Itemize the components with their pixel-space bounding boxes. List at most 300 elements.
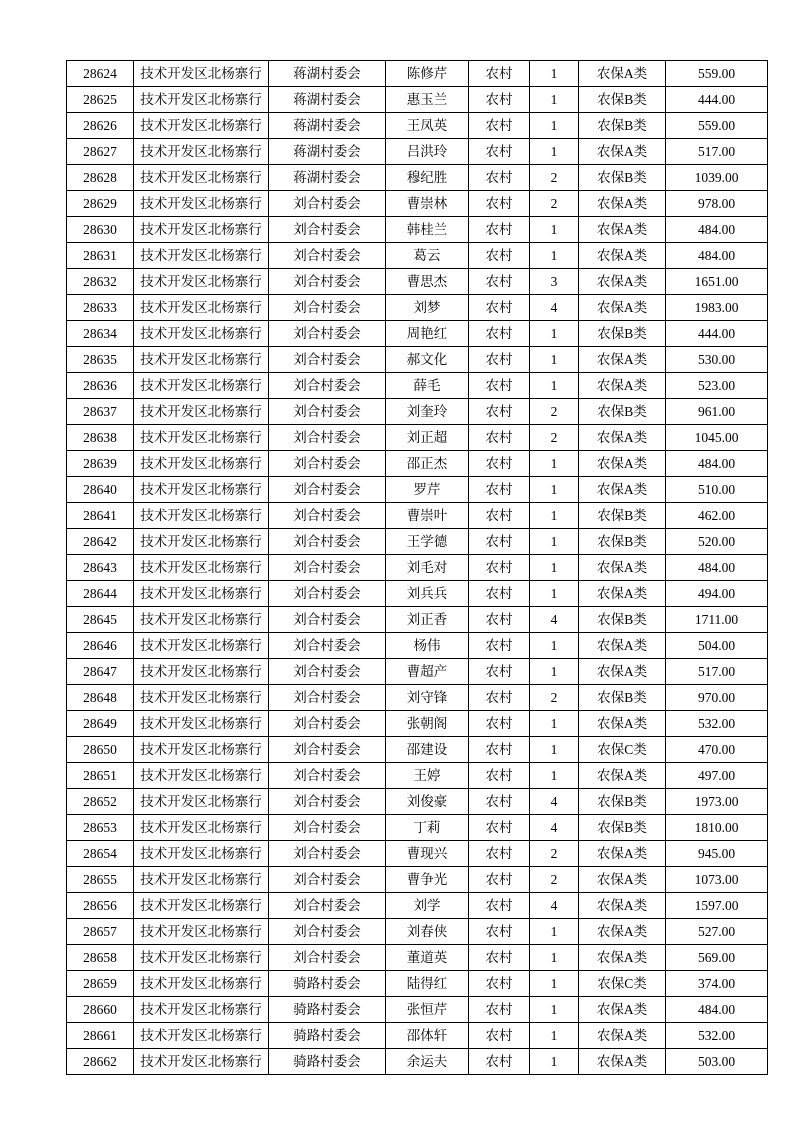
cell-org: 技术开发区北杨寨行 xyxy=(134,685,269,711)
cell-name: 罗芹 xyxy=(386,477,469,503)
cell-village: 骑路村委会 xyxy=(269,1049,386,1075)
cell-category: 农保A类 xyxy=(579,61,666,87)
cell-count: 1 xyxy=(530,113,579,139)
cell-count: 1 xyxy=(530,763,579,789)
cell-id: 28646 xyxy=(67,633,134,659)
cell-id: 28631 xyxy=(67,243,134,269)
cell-id: 28634 xyxy=(67,321,134,347)
cell-village: 刘合村委会 xyxy=(269,945,386,971)
cell-count: 1 xyxy=(530,945,579,971)
cell-amount: 444.00 xyxy=(666,87,768,113)
cell-name: 薛毛 xyxy=(386,373,469,399)
cell-count: 3 xyxy=(530,269,579,295)
cell-org: 技术开发区北杨寨行 xyxy=(134,217,269,243)
cell-id: 28630 xyxy=(67,217,134,243)
cell-type: 农村 xyxy=(469,685,530,711)
table-row xyxy=(67,347,768,373)
cell-type: 农村 xyxy=(469,815,530,841)
cell-type: 农村 xyxy=(469,997,530,1023)
cell-name: 穆纪胜 xyxy=(386,165,469,191)
cell-org: 技术开发区北杨寨行 xyxy=(134,451,269,477)
cell-org: 技术开发区北杨寨行 xyxy=(134,607,269,633)
cell-amount: 1073.00 xyxy=(666,867,768,893)
cell-amount: 569.00 xyxy=(666,945,768,971)
cell-type: 农村 xyxy=(469,477,530,503)
cell-org: 技术开发区北杨寨行 xyxy=(134,555,269,581)
cell-village: 蒋湖村委会 xyxy=(269,87,386,113)
cell-org: 技术开发区北杨寨行 xyxy=(134,399,269,425)
cell-id: 28636 xyxy=(67,373,134,399)
cell-name: 刘学 xyxy=(386,893,469,919)
cell-amount: 523.00 xyxy=(666,373,768,399)
cell-id: 28648 xyxy=(67,685,134,711)
cell-name: 张恒芹 xyxy=(386,997,469,1023)
cell-name: 葛云 xyxy=(386,243,469,269)
cell-amount: 517.00 xyxy=(666,139,768,165)
cell-id: 28629 xyxy=(67,191,134,217)
cell-org: 技术开发区北杨寨行 xyxy=(134,295,269,321)
cell-count: 2 xyxy=(530,685,579,711)
cell-amount: 517.00 xyxy=(666,659,768,685)
cell-org: 技术开发区北杨寨行 xyxy=(134,867,269,893)
cell-type: 农村 xyxy=(469,61,530,87)
cell-org: 技术开发区北杨寨行 xyxy=(134,971,269,997)
table-row xyxy=(67,763,768,789)
cell-amount: 484.00 xyxy=(666,555,768,581)
table-row xyxy=(67,451,768,477)
cell-village: 蒋湖村委会 xyxy=(269,139,386,165)
table-row xyxy=(67,243,768,269)
cell-count: 1 xyxy=(530,711,579,737)
cell-id: 28635 xyxy=(67,347,134,373)
cell-amount: 520.00 xyxy=(666,529,768,555)
cell-name: 周艳红 xyxy=(386,321,469,347)
cell-org: 技术开发区北杨寨行 xyxy=(134,633,269,659)
cell-type: 农村 xyxy=(469,87,530,113)
cell-org: 技术开发区北杨寨行 xyxy=(134,711,269,737)
table-row xyxy=(67,789,768,815)
cell-name: 曹崇叶 xyxy=(386,503,469,529)
cell-id: 28657 xyxy=(67,919,134,945)
cell-count: 1 xyxy=(530,321,579,347)
cell-category: 农保A类 xyxy=(579,763,666,789)
cell-type: 农村 xyxy=(469,139,530,165)
cell-id: 28632 xyxy=(67,269,134,295)
cell-name: 丁莉 xyxy=(386,815,469,841)
cell-village: 刘合村委会 xyxy=(269,217,386,243)
cell-name: 刘俊豪 xyxy=(386,789,469,815)
cell-village: 刘合村委会 xyxy=(269,503,386,529)
table-row xyxy=(67,581,768,607)
cell-category: 农保A类 xyxy=(579,893,666,919)
cell-id: 28624 xyxy=(67,61,134,87)
cell-name: 刘奎玲 xyxy=(386,399,469,425)
cell-type: 农村 xyxy=(469,893,530,919)
cell-amount: 970.00 xyxy=(666,685,768,711)
cell-amount: 503.00 xyxy=(666,1049,768,1075)
cell-count: 4 xyxy=(530,789,579,815)
cell-village: 刘合村委会 xyxy=(269,607,386,633)
cell-name: 刘正超 xyxy=(386,425,469,451)
cell-org: 技术开发区北杨寨行 xyxy=(134,737,269,763)
cell-amount: 978.00 xyxy=(666,191,768,217)
cell-village: 刘合村委会 xyxy=(269,737,386,763)
table-row xyxy=(67,997,768,1023)
cell-count: 2 xyxy=(530,867,579,893)
cell-amount: 1810.00 xyxy=(666,815,768,841)
cell-id: 28643 xyxy=(67,555,134,581)
cell-amount: 484.00 xyxy=(666,451,768,477)
cell-amount: 532.00 xyxy=(666,711,768,737)
cell-category: 农保A类 xyxy=(579,997,666,1023)
cell-org: 技术开发区北杨寨行 xyxy=(134,1049,269,1075)
cell-org: 技术开发区北杨寨行 xyxy=(134,165,269,191)
cell-village: 刘合村委会 xyxy=(269,451,386,477)
cell-village: 刘合村委会 xyxy=(269,295,386,321)
cell-village: 蒋湖村委会 xyxy=(269,165,386,191)
cell-count: 1 xyxy=(530,503,579,529)
table-row xyxy=(67,893,768,919)
cell-count: 4 xyxy=(530,815,579,841)
cell-name: 惠玉兰 xyxy=(386,87,469,113)
cell-village: 刘合村委会 xyxy=(269,555,386,581)
cell-name: 刘兵兵 xyxy=(386,581,469,607)
cell-category: 农保B类 xyxy=(579,607,666,633)
cell-amount: 1651.00 xyxy=(666,269,768,295)
cell-org: 技术开发区北杨寨行 xyxy=(134,659,269,685)
cell-name: 陈修芹 xyxy=(386,61,469,87)
cell-village: 刘合村委会 xyxy=(269,789,386,815)
cell-type: 农村 xyxy=(469,165,530,191)
cell-id: 28660 xyxy=(67,997,134,1023)
cell-name: 刘春侠 xyxy=(386,919,469,945)
cell-id: 28626 xyxy=(67,113,134,139)
cell-org: 技术开发区北杨寨行 xyxy=(134,191,269,217)
cell-id: 28644 xyxy=(67,581,134,607)
table-row xyxy=(67,607,768,633)
cell-type: 农村 xyxy=(469,529,530,555)
cell-org: 技术开发区北杨寨行 xyxy=(134,373,269,399)
cell-org: 技术开发区北杨寨行 xyxy=(134,815,269,841)
cell-count: 4 xyxy=(530,607,579,633)
cell-type: 农村 xyxy=(469,191,530,217)
table-row xyxy=(67,269,768,295)
cell-id: 28640 xyxy=(67,477,134,503)
cell-amount: 484.00 xyxy=(666,217,768,243)
cell-name: 王婷 xyxy=(386,763,469,789)
cell-count: 1 xyxy=(530,919,579,945)
cell-id: 28650 xyxy=(67,737,134,763)
cell-village: 刘合村委会 xyxy=(269,867,386,893)
cell-amount: 444.00 xyxy=(666,321,768,347)
cell-type: 农村 xyxy=(469,1023,530,1049)
cell-type: 农村 xyxy=(469,425,530,451)
cell-id: 28625 xyxy=(67,87,134,113)
cell-type: 农村 xyxy=(469,503,530,529)
cell-category: 农保B类 xyxy=(579,789,666,815)
cell-count: 1 xyxy=(530,347,579,373)
cell-count: 1 xyxy=(530,451,579,477)
cell-id: 28639 xyxy=(67,451,134,477)
cell-village: 蒋湖村委会 xyxy=(269,113,386,139)
cell-count: 1 xyxy=(530,971,579,997)
cell-village: 刘合村委会 xyxy=(269,633,386,659)
cell-id: 28627 xyxy=(67,139,134,165)
cell-count: 1 xyxy=(530,61,579,87)
cell-category: 农保B类 xyxy=(579,685,666,711)
cell-village: 刘合村委会 xyxy=(269,581,386,607)
cell-name: 王学德 xyxy=(386,529,469,555)
cell-village: 骑路村委会 xyxy=(269,971,386,997)
cell-village: 刘合村委会 xyxy=(269,373,386,399)
cell-name: 刘梦 xyxy=(386,295,469,321)
cell-name: 杨伟 xyxy=(386,633,469,659)
cell-name: 吕洪玲 xyxy=(386,139,469,165)
cell-category: 农保A类 xyxy=(579,347,666,373)
cell-amount: 559.00 xyxy=(666,61,768,87)
cell-type: 农村 xyxy=(469,399,530,425)
table-row xyxy=(67,113,768,139)
cell-type: 农村 xyxy=(469,763,530,789)
cell-org: 技术开发区北杨寨行 xyxy=(134,919,269,945)
cell-org: 技术开发区北杨寨行 xyxy=(134,61,269,87)
cell-village: 骑路村委会 xyxy=(269,1023,386,1049)
cell-name: 曹超产 xyxy=(386,659,469,685)
cell-category: 农保B类 xyxy=(579,87,666,113)
cell-amount: 497.00 xyxy=(666,763,768,789)
cell-village: 刘合村委会 xyxy=(269,711,386,737)
table-row xyxy=(67,685,768,711)
cell-village: 刘合村委会 xyxy=(269,477,386,503)
cell-type: 农村 xyxy=(469,737,530,763)
cell-category: 农保A类 xyxy=(579,711,666,737)
cell-category: 农保A类 xyxy=(579,867,666,893)
table-row xyxy=(67,217,768,243)
cell-org: 技术开发区北杨寨行 xyxy=(134,997,269,1023)
cell-amount: 1039.00 xyxy=(666,165,768,191)
cell-village: 刘合村委会 xyxy=(269,815,386,841)
cell-count: 2 xyxy=(530,165,579,191)
cell-name: 董道英 xyxy=(386,945,469,971)
cell-org: 技术开发区北杨寨行 xyxy=(134,347,269,373)
cell-type: 农村 xyxy=(469,347,530,373)
cell-village: 刘合村委会 xyxy=(269,763,386,789)
cell-type: 农村 xyxy=(469,373,530,399)
cell-org: 技术开发区北杨寨行 xyxy=(134,269,269,295)
cell-name: 余运夫 xyxy=(386,1049,469,1075)
table-row xyxy=(67,139,768,165)
table-row xyxy=(67,425,768,451)
cell-name: 张朝阁 xyxy=(386,711,469,737)
cell-type: 农村 xyxy=(469,841,530,867)
table-row xyxy=(67,373,768,399)
cell-id: 28633 xyxy=(67,295,134,321)
cell-name: 曹现兴 xyxy=(386,841,469,867)
cell-category: 农保A类 xyxy=(579,945,666,971)
cell-amount: 1045.00 xyxy=(666,425,768,451)
cell-count: 2 xyxy=(530,841,579,867)
cell-id: 28638 xyxy=(67,425,134,451)
cell-name: 邵体轩 xyxy=(386,1023,469,1049)
subsidy-table xyxy=(66,60,768,1075)
cell-category: 农保A类 xyxy=(579,841,666,867)
cell-id: 28628 xyxy=(67,165,134,191)
cell-amount: 484.00 xyxy=(666,997,768,1023)
table-row xyxy=(67,321,768,347)
cell-type: 农村 xyxy=(469,711,530,737)
cell-org: 技术开发区北杨寨行 xyxy=(134,321,269,347)
cell-id: 28641 xyxy=(67,503,134,529)
cell-village: 蒋湖村委会 xyxy=(269,61,386,87)
table-row xyxy=(67,165,768,191)
cell-org: 技术开发区北杨寨行 xyxy=(134,841,269,867)
cell-name: 曹思杰 xyxy=(386,269,469,295)
cell-count: 1 xyxy=(530,87,579,113)
cell-category: 农保A类 xyxy=(579,581,666,607)
cell-id: 28645 xyxy=(67,607,134,633)
cell-category: 农保C类 xyxy=(579,971,666,997)
cell-amount: 961.00 xyxy=(666,399,768,425)
cell-category: 农保B类 xyxy=(579,113,666,139)
table-row xyxy=(67,477,768,503)
cell-amount: 1597.00 xyxy=(666,893,768,919)
cell-category: 农保A类 xyxy=(579,425,666,451)
cell-name: 王凤英 xyxy=(386,113,469,139)
cell-amount: 374.00 xyxy=(666,971,768,997)
cell-name: 刘守锋 xyxy=(386,685,469,711)
table-row xyxy=(67,815,768,841)
cell-org: 技术开发区北杨寨行 xyxy=(134,529,269,555)
cell-id: 28658 xyxy=(67,945,134,971)
cell-village: 刘合村委会 xyxy=(269,399,386,425)
cell-name: 郝文化 xyxy=(386,347,469,373)
cell-org: 技术开发区北杨寨行 xyxy=(134,945,269,971)
cell-count: 1 xyxy=(530,373,579,399)
cell-type: 农村 xyxy=(469,581,530,607)
cell-type: 农村 xyxy=(469,607,530,633)
cell-count: 1 xyxy=(530,1049,579,1075)
cell-name: 邵正杰 xyxy=(386,451,469,477)
cell-org: 技术开发区北杨寨行 xyxy=(134,893,269,919)
cell-org: 技术开发区北杨寨行 xyxy=(134,789,269,815)
cell-org: 技术开发区北杨寨行 xyxy=(134,503,269,529)
cell-village: 骑路村委会 xyxy=(269,997,386,1023)
cell-amount: 1983.00 xyxy=(666,295,768,321)
cell-count: 1 xyxy=(530,1023,579,1049)
cell-type: 农村 xyxy=(469,243,530,269)
cell-category: 农保A类 xyxy=(579,1049,666,1075)
cell-id: 28653 xyxy=(67,815,134,841)
cell-count: 1 xyxy=(530,139,579,165)
cell-name: 陆得红 xyxy=(386,971,469,997)
cell-category: 农保A类 xyxy=(579,139,666,165)
cell-category: 农保A类 xyxy=(579,269,666,295)
cell-type: 农村 xyxy=(469,945,530,971)
table-row xyxy=(67,711,768,737)
cell-category: 农保A类 xyxy=(579,451,666,477)
cell-category: 农保B类 xyxy=(579,399,666,425)
cell-id: 28662 xyxy=(67,1049,134,1075)
cell-amount: 1973.00 xyxy=(666,789,768,815)
cell-type: 农村 xyxy=(469,919,530,945)
cell-count: 1 xyxy=(530,529,579,555)
table-row xyxy=(67,61,768,87)
table-row xyxy=(67,87,768,113)
cell-id: 28654 xyxy=(67,841,134,867)
cell-type: 农村 xyxy=(469,269,530,295)
cell-category: 农保A类 xyxy=(579,659,666,685)
cell-village: 刘合村委会 xyxy=(269,269,386,295)
cell-id: 28656 xyxy=(67,893,134,919)
cell-amount: 1711.00 xyxy=(666,607,768,633)
cell-village: 刘合村委会 xyxy=(269,841,386,867)
cell-name: 韩桂兰 xyxy=(386,217,469,243)
cell-org: 技术开发区北杨寨行 xyxy=(134,113,269,139)
cell-count: 1 xyxy=(530,737,579,763)
cell-amount: 510.00 xyxy=(666,477,768,503)
cell-type: 农村 xyxy=(469,295,530,321)
cell-village: 刘合村委会 xyxy=(269,321,386,347)
cell-category: 农保A类 xyxy=(579,191,666,217)
cell-count: 1 xyxy=(530,555,579,581)
cell-category: 农保B类 xyxy=(579,165,666,191)
cell-org: 技术开发区北杨寨行 xyxy=(134,243,269,269)
cell-type: 农村 xyxy=(469,633,530,659)
cell-category: 农保C类 xyxy=(579,737,666,763)
table-row xyxy=(67,945,768,971)
table-row xyxy=(67,1049,768,1075)
cell-name: 曹崇林 xyxy=(386,191,469,217)
cell-count: 1 xyxy=(530,581,579,607)
table-row xyxy=(67,503,768,529)
cell-count: 1 xyxy=(530,243,579,269)
cell-category: 农保B类 xyxy=(579,503,666,529)
cell-village: 刘合村委会 xyxy=(269,347,386,373)
table-row xyxy=(67,867,768,893)
cell-village: 刘合村委会 xyxy=(269,425,386,451)
table-row xyxy=(67,737,768,763)
cell-amount: 494.00 xyxy=(666,581,768,607)
table-row xyxy=(67,919,768,945)
cell-village: 刘合村委会 xyxy=(269,685,386,711)
cell-category: 农保A类 xyxy=(579,373,666,399)
cell-type: 农村 xyxy=(469,451,530,477)
cell-name: 刘毛对 xyxy=(386,555,469,581)
table-row xyxy=(67,841,768,867)
table-row xyxy=(67,555,768,581)
cell-village: 刘合村委会 xyxy=(269,893,386,919)
cell-amount: 527.00 xyxy=(666,919,768,945)
cell-category: 农保A类 xyxy=(579,477,666,503)
cell-id: 28659 xyxy=(67,971,134,997)
cell-count: 2 xyxy=(530,399,579,425)
cell-type: 农村 xyxy=(469,1049,530,1075)
cell-count: 1 xyxy=(530,217,579,243)
cell-type: 农村 xyxy=(469,217,530,243)
table-body xyxy=(67,61,768,1075)
table-row xyxy=(67,399,768,425)
cell-category: 农保A类 xyxy=(579,555,666,581)
cell-amount: 530.00 xyxy=(666,347,768,373)
cell-village: 刘合村委会 xyxy=(269,191,386,217)
cell-amount: 470.00 xyxy=(666,737,768,763)
cell-count: 1 xyxy=(530,633,579,659)
cell-count: 2 xyxy=(530,425,579,451)
cell-category: 农保B类 xyxy=(579,529,666,555)
table-row xyxy=(67,971,768,997)
cell-type: 农村 xyxy=(469,659,530,685)
cell-count: 4 xyxy=(530,295,579,321)
